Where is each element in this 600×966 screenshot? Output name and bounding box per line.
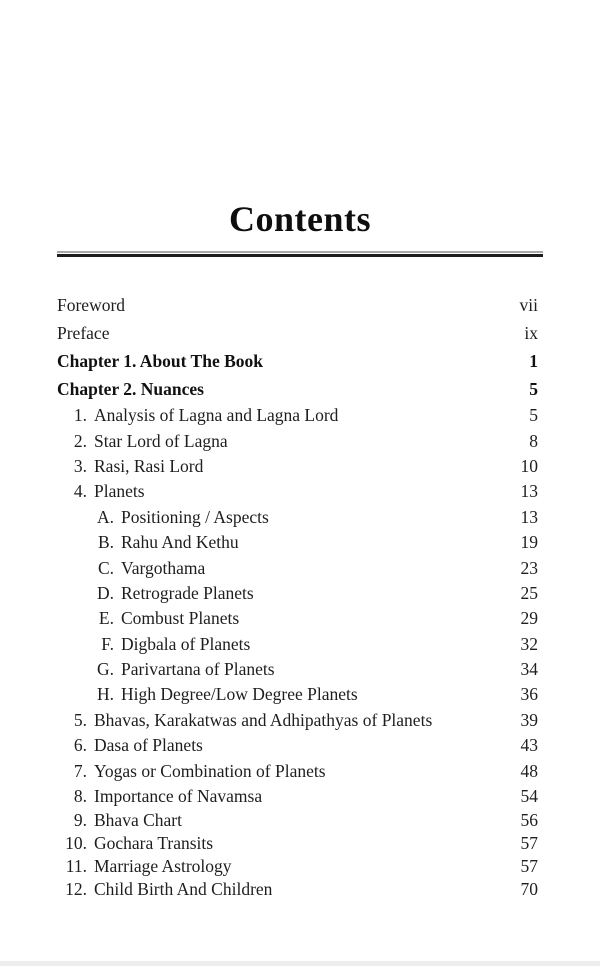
toc-entry-page: 25	[520, 582, 538, 603]
toc-entry-label: Vargothama	[121, 557, 206, 578]
toc-entry	[57, 454, 538, 479]
toc-entry-label: Combust Planets	[121, 608, 240, 629]
toc-entry-page: 19	[520, 532, 538, 553]
toc-entry-label: Rahu And Kethu	[121, 532, 239, 553]
toc-entry-number: 9.	[73, 810, 87, 831]
toc-entry	[57, 855, 538, 878]
toc-entry-number: D.	[96, 582, 114, 603]
toc-entry	[57, 581, 538, 606]
toc-entry-page: 43	[520, 735, 538, 756]
toc-entry	[57, 606, 538, 631]
toc-entry	[57, 319, 538, 347]
toc-entry-page: 56	[520, 810, 538, 831]
toc-entry	[57, 632, 538, 657]
toc-entry	[57, 347, 538, 375]
toc-entry-number: F.	[101, 633, 114, 654]
page-bottom-edge	[0, 961, 600, 966]
toc-entry-page: 8	[529, 430, 538, 451]
toc-entry-page: 5	[529, 405, 538, 426]
toc-entry-page: 57	[520, 856, 538, 877]
toc-entry-number: 8.	[73, 786, 87, 807]
toc-entry-page: 29	[520, 608, 538, 629]
toc-entry-page: 34	[520, 659, 538, 680]
toc-entry-label: Importance of Navamsa	[94, 786, 263, 807]
toc-entry-number: B.	[97, 532, 114, 553]
toc-entry-page: 5	[529, 378, 538, 399]
toc-entry-label: Bhava Chart	[94, 810, 182, 831]
toc-entry-label: Planets	[94, 481, 145, 502]
toc-entry-number: A.	[96, 506, 114, 527]
toc-entry-label: Marriage Astrology	[94, 856, 232, 877]
toc-entry-label: Dasa of Planets	[94, 735, 203, 756]
toc-entry	[57, 878, 538, 901]
toc-entry	[57, 809, 538, 832]
toc-entry-label: Foreword	[57, 294, 126, 315]
title-rule	[57, 251, 543, 257]
toc-entry-number: 10.	[65, 833, 87, 854]
toc-entry-page: 1	[529, 350, 538, 371]
toc-entry-label: Analysis of Lagna and Lagna Lord	[94, 405, 339, 426]
toc-entry-page: 10	[520, 455, 538, 476]
toc-entry-label: Chapter 1. About The Book	[57, 350, 264, 371]
toc-entry-number: 11.	[65, 856, 87, 877]
toc-entry	[57, 291, 538, 319]
toc-entry	[57, 708, 538, 733]
toc-entry-number: 7.	[73, 760, 87, 781]
page-title: Contents	[228, 199, 371, 239]
toc-entry	[57, 375, 538, 403]
toc-entry-page: 48	[520, 760, 538, 781]
toc-entry-label: Yogas or Combination of Planets	[94, 760, 326, 781]
toc-entry	[57, 832, 538, 855]
toc-entry-number: E.	[98, 608, 114, 629]
title-rule-thick-line	[57, 254, 543, 257]
toc-entry	[57, 505, 538, 530]
toc-entry-page: ix	[524, 322, 538, 343]
toc-entry	[57, 530, 538, 555]
toc-entry-number: 2.	[73, 430, 87, 451]
toc-entry	[57, 403, 538, 428]
toc-entry-label: Child Birth And Children	[94, 879, 273, 900]
toc-entry	[57, 479, 538, 504]
toc-entry-label: Bhavas, Karakatwas and Adhipathyas of Planets	[94, 709, 433, 730]
toc-entry-label: Rasi, Rasi Lord	[94, 455, 204, 476]
toc-entry-label: Parivartana of Planets	[121, 659, 275, 680]
toc-entry	[57, 682, 538, 707]
toc-entry-number: C.	[97, 557, 114, 578]
toc-entry-page: 57	[520, 833, 538, 854]
toc-entry-page: 23	[520, 557, 538, 578]
toc-entry-page: 13	[520, 506, 538, 527]
toc-entry-number: 12.	[65, 879, 87, 900]
toc-entry-number: G.	[96, 659, 114, 680]
toc-entry-label: Positioning / Aspects	[121, 506, 269, 527]
toc-entry	[57, 758, 538, 783]
toc-entry-number: 5.	[73, 709, 87, 730]
toc-entry-label: High Degree/Low Degree Planets	[121, 684, 358, 705]
toc-entry-number: 3.	[73, 455, 87, 476]
toc-entry	[57, 657, 538, 682]
toc-entries-list	[57, 291, 538, 901]
toc-entry-label: Chapter 2. Nuances	[57, 378, 204, 399]
toc-entry	[57, 733, 538, 758]
toc-entry-page: 54	[520, 786, 538, 807]
toc-entry-label: Gochara Transits	[94, 833, 214, 854]
toc-entry	[57, 784, 538, 809]
toc-entry-label: Retrograde Planets	[121, 582, 254, 603]
toc-entry-page: vii	[519, 294, 538, 315]
toc-entry-number: 1.	[73, 405, 87, 426]
toc-entry-page: 39	[520, 709, 538, 730]
toc-entry-label: Digbala of Planets	[121, 633, 251, 654]
toc-entry-number: H.	[96, 684, 114, 705]
toc-entry-page: 36	[520, 684, 538, 705]
toc-entry	[57, 428, 538, 453]
toc-entry-number: 6.	[73, 735, 87, 756]
toc-entry-page: 13	[520, 481, 538, 502]
toc-entry-page: 32	[520, 633, 538, 654]
toc-entry-page: 70	[520, 879, 538, 900]
toc-entry-label: Preface	[57, 322, 110, 343]
toc-entry-label: Star Lord of Lagna	[94, 430, 228, 451]
toc-entry	[57, 555, 538, 580]
toc-entry-number: 4.	[73, 481, 87, 502]
